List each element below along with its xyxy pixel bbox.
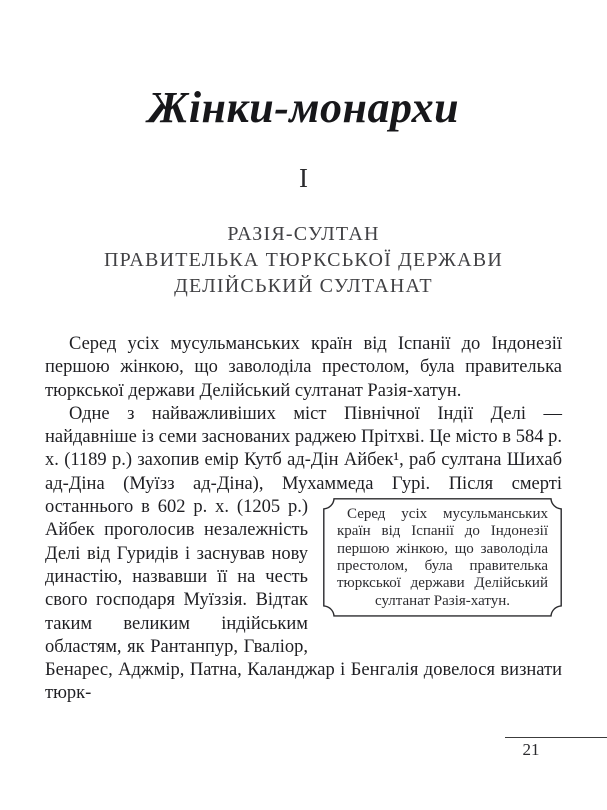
chapter-title: Жінки-монархи bbox=[147, 83, 460, 132]
heading-line-3: ДЕЛІЙСЬКИЙ СУЛТАНАТ bbox=[174, 275, 433, 297]
heading-line-1: РАЗІЯ-СУЛТАН bbox=[227, 223, 380, 245]
heading-line-2: ПРАВИТЕЛЬКА ТЮРКСЬКОЇ ДЕРЖАВИ bbox=[104, 249, 503, 271]
footer-rule bbox=[505, 737, 607, 738]
paragraph-2 bbox=[45, 403, 562, 706]
paragraph-1: Серед усіх мусульманських країн від Іспанії до Індонезії першою жінкою, що заволоділа престолом, була правителька тюркської держави Делійський султанат Разія-хатун. bbox=[45, 334, 562, 401]
page-number: 21 bbox=[522, 740, 540, 759]
pull-quote-box bbox=[323, 498, 562, 617]
paragraph-2-rest: Після смерті останнього в 602 р. х. (1205 р.) Айбек проголосив незалежність Делі від Гуридів і заснував нову династію, назвавши її на честь свого господаря Муїззія. Відтак таким великим індійським областям, як Рантанпур, Гваліор, Бенарес, Аджмір, Патна, Каланджар і Бенгалія довелося визнати тюрк- bbox=[45, 473, 562, 704]
section-number: I bbox=[299, 163, 308, 193]
body-text bbox=[45, 333, 562, 706]
section-heading bbox=[0, 221, 607, 299]
pull-quote-text: Серед усіх мусульманських країн від Іспанії до Індонезії першою жінкою, що заволоділа престолом, була правителька тюркської держави Делійський султанат Разія-хатун. bbox=[337, 506, 548, 609]
paragraph-2-lead: Одне з найважливіших міст Північної Індії Делі — найдавніше із семи заснованих раджею Прітхві. Це місто в 584 р. х. (1189 р.) захопив емір Кутб ад-Дін Айбек¹, раб султана Шихаб ад-Діна (Муїзз ад-Діна), Мухаммеда Гурі. bbox=[45, 403, 562, 494]
